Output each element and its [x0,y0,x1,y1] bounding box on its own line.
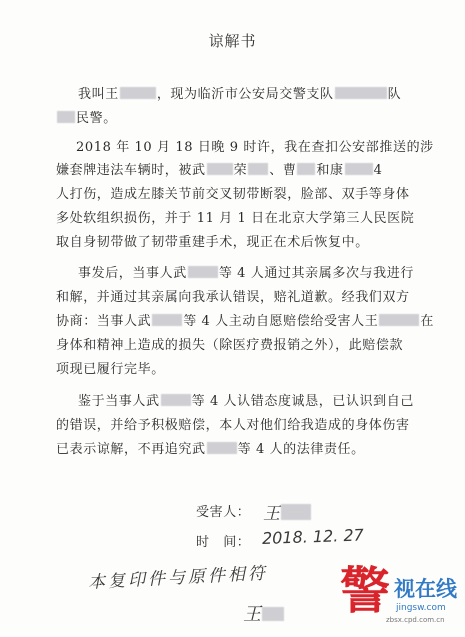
paragraph-2-line-3: 人打伤，造成左膝关节前交叉韧带断裂，脸部、双手等身体 [56,187,410,202]
redaction-mask [335,87,387,99]
redaction-mask [248,163,268,175]
paragraph-1-line-1: 我叫王 ，现为临沂市公安局交警支队 队 [78,87,402,102]
signed-date: 2018. 12. 27 [261,525,365,548]
paragraph-3-line-4: 身体和精神上造成的损失（除医疗费报销之外），此赔偿款 [56,338,404,353]
paragraph-1-line-2: 民警。 [56,111,117,127]
redaction-mask [152,314,182,326]
document-title: 谅解书 [208,32,257,50]
redaction-mask [345,163,373,175]
paragraph-3-line-2: 和解，并通过其亲属向我承认错误，赔礼道歉。经我们双方 [56,290,410,305]
victim-signature: 王 [263,499,312,524]
paragraph-2-line-2: 嫌套牌违法车辆时，被武 荣 、曹 和康 4 [56,163,383,178]
redaction-mask [281,504,311,520]
redaction-mask [207,442,237,454]
paragraph-4-line-2: 的错误，并给予积极赔偿，本人对他们给我造成的身体伤害 [56,418,410,433]
paragraph-2-line-5: 取自身韧带做了韧带重建手术，现正在术后恢复中。 [56,235,369,250]
paragraph-3-line-5: 项现已履行完毕。 [56,362,165,377]
watermark-subtitle: zbsx.cpd.com.cn [386,616,445,624]
redaction-mask [57,111,75,123]
redaction-mask [161,394,191,406]
watermark-logo [338,552,463,632]
paragraph-2-line-4: 多处软组织损伤，并于 11 月 1 日在北京大学第三人民医院 [56,211,415,226]
victim-label: 受害人： [196,505,251,520]
watermark-glyph: 警 [340,561,390,620]
paragraph-4-line-1: 鉴于当事人武 等 4 人认错态度诚恳，已认识到自己 [78,394,414,409]
watermark-logo-graphic [338,552,463,632]
redaction-mask [297,163,315,175]
redaction-mask [379,314,419,326]
redaction-mask [188,266,218,278]
time-label: 时 间： [196,535,251,550]
paragraph-2-line-1: 2018 年 10 月 18 日晚 9 时许，我在查扣公安部推送的涉 [76,140,434,155]
watermark-url: jingsw.com [396,603,446,613]
redaction-mask [120,87,156,99]
watermark-name: 视在线 [394,577,457,601]
redaction-mask [207,163,233,175]
redaction-mask [262,607,284,621]
handwritten-certification-note: 本复印件与原件相符 [87,563,269,593]
paragraph-3-line-1: 事发后，当事人武 等 4 人通过其亲属多次与我进行 [78,266,414,281]
paragraph-4-line-3: 已表示谅解，不再追究武 等 4 人的法律责任。 [56,442,365,457]
paragraph-3-line-3: 协商：当事人武 等 4 人主动自愿赔偿给受害人王 在 [56,314,434,329]
handwritten-signature: 王 [243,600,285,626]
